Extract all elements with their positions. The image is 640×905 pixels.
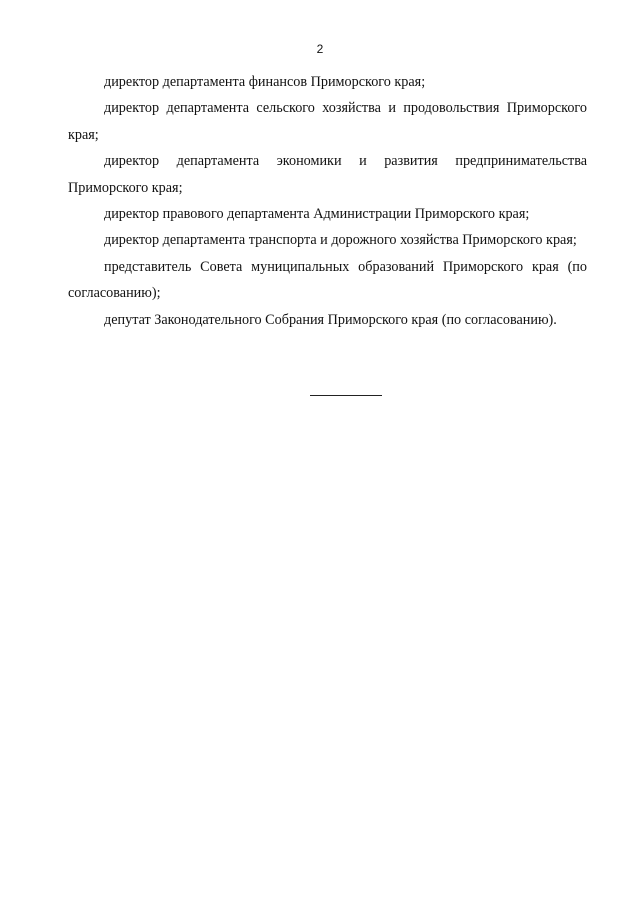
page-number: 2 [316,42,324,56]
list-item: директор департамента финансов Приморского края; [104,74,426,90]
list-item: представитель Совета муниципальных образований Приморского края (по согласованию); [68,258,587,302]
list-item: директор правового департамента Администрации Приморского края; [104,206,530,223]
list-item: директор департамента экономики и развития предпринимательства Приморского края; [68,153,587,196]
member-list [68,69,587,333]
end-divider [310,395,382,396]
list-item: директор департамента транспорта и дорожного хозяйства Приморского края; [104,232,577,249]
list-item: депутат Законодательного Собрания Приморского края (по согласованию). [104,311,557,328]
list-item: директор департамента сельского хозяйства и продовольствия Приморского края; [68,100,587,143]
